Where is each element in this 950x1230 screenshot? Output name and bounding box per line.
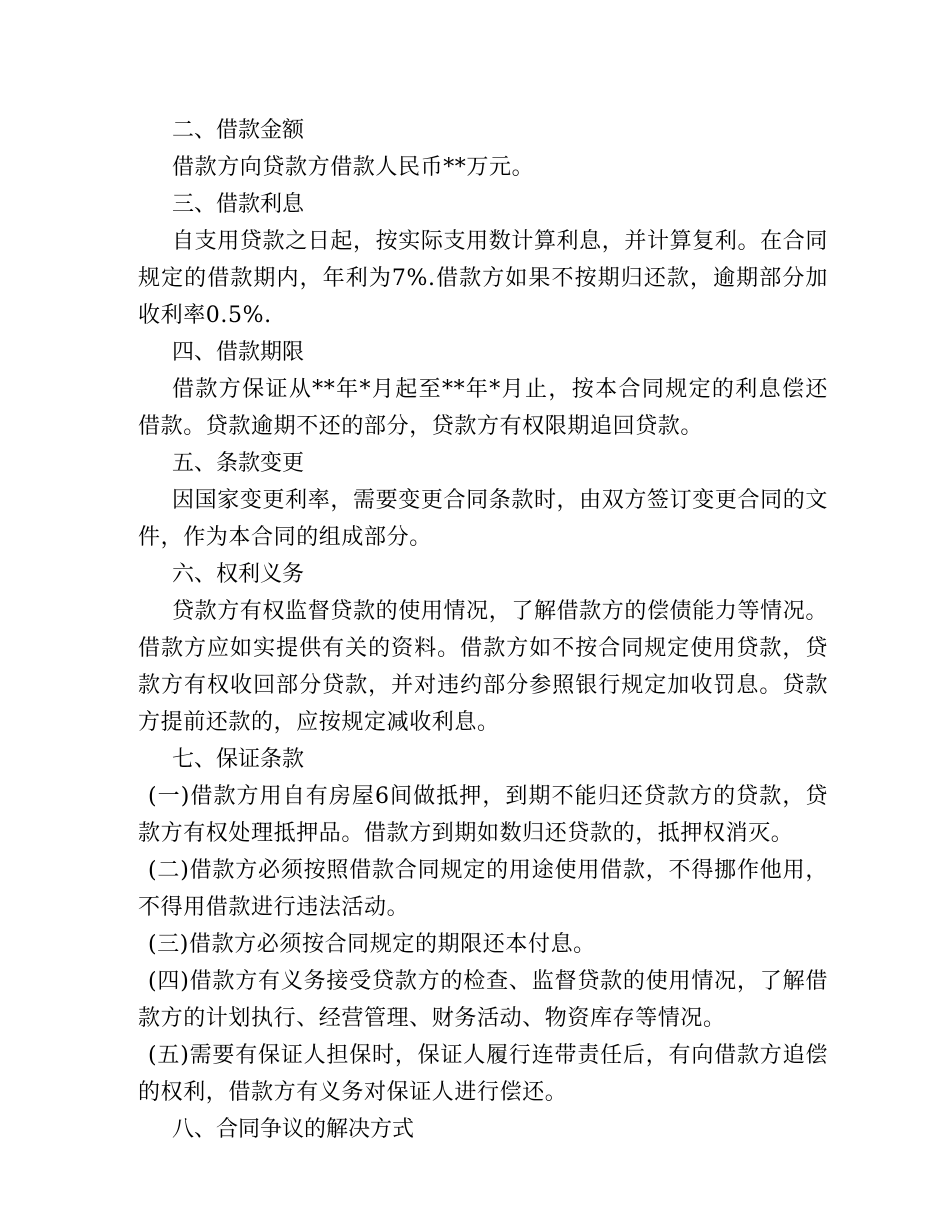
section-heading-loan-interest: 三、借款利息: [172, 192, 305, 217]
paragraph-loan-amount: 借款方向贷款方借款人民币**万元。: [172, 155, 535, 180]
guarantee-item-4: (四)借款方有义务接受贷款方的检查、监督贷款的使用情况，了解借款方的计划执行、经营管理、财务活动、物资库存等情况。: [138, 969, 828, 1031]
section-heading-clause-change: 五、条款变更: [172, 451, 305, 476]
section-heading-loan-amount: 二、借款金额: [172, 118, 305, 143]
paragraph-rights-obligations: 贷款方有权监督贷款的使用情况，了解借款方的偿债能力等情况。借款方应如实提供有关的资料。借款方如不按合同规定使用贷款，贷款方有权收回部分贷款，并对违约部分参照银行规定加收罚息。贷款方提前还款的，应按规定减收利息。: [138, 599, 828, 735]
paragraph-loan-interest: 自支用贷款之日起，按实际支用数计算利息，并计算复利。在合同规定的借款期内，年利为7%.借款方如果不按期归还款，逾期部分加收利率0.5%.: [138, 229, 828, 328]
section-heading-dispute-resolution: 八、合同争议的解决方式: [172, 1117, 415, 1142]
paragraph-loan-term: 借款方保证从**年*月起至**年*月止，按本合同规定的利息偿还借款。贷款逾期不还的部分，贷款方有权限期追回贷款。: [138, 377, 828, 439]
document-page: [138, 112, 828, 1148]
guarantee-item-5: (五)需要有保证人担保时，保证人履行连带责任后，有向借款方追偿的权利，借款方有义务对保证人进行偿还。: [138, 1043, 828, 1105]
guarantee-item-3: (三)借款方必须按合同规定的期限还本付息。: [148, 932, 596, 957]
section-heading-loan-term: 四、借款期限: [172, 340, 305, 365]
section-heading-rights-obligations: 六、权利义务: [172, 562, 305, 587]
guarantee-item-1: (一)借款方用自有房屋6间做抵押，到期不能归还贷款方的贷款，贷款方有权处理抵押品。借款方到期如数归还贷款的，抵押权消灭。: [138, 784, 828, 846]
paragraph-clause-change: 因国家变更利率，需要变更合同条款时，由双方签订变更合同的文件，作为本合同的组成部分。: [138, 488, 828, 550]
section-heading-guarantee-clauses: 七、保证条款: [172, 747, 305, 772]
guarantee-item-2: (二)借款方必须按照借款合同规定的用途使用借款，不得挪作他用，不得用借款进行违法活动。: [138, 858, 828, 920]
